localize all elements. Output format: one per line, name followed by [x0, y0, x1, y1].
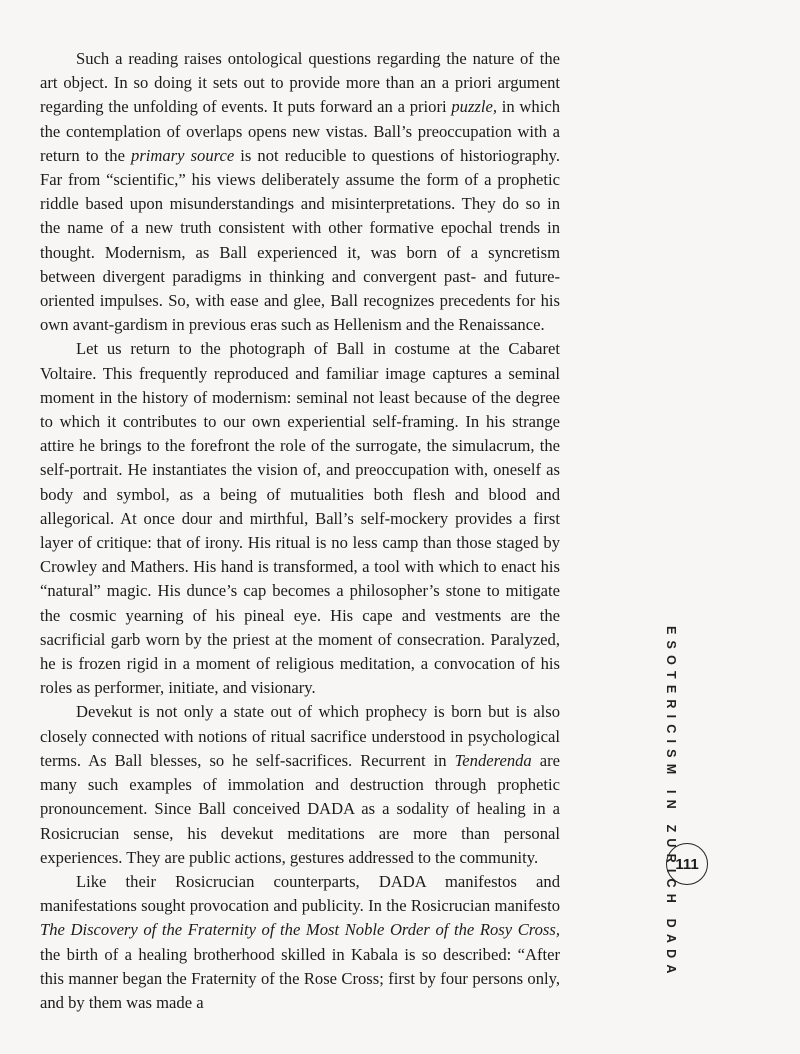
paragraph-1: [40, 47, 560, 337]
italic-run: Tenderenda: [454, 750, 532, 770]
italic-run: primary source: [131, 145, 235, 165]
text-run: Like their Rosicrucian counterparts, DADA manifestos and manifestations sought provocation and publicity. In the Rosicrucian manifesto: [40, 871, 560, 916]
italic-run: The Discovery of the Fraternity of the Most Noble Order of the Rosy Cross,: [40, 920, 560, 940]
text-run: Devekut is not only a state out of which prophecy is born but is also closely connected with notions of ritual sacrifice understood in psychological terms. As Ball blesses, so he self-sacrifices. Recurrent in: [40, 702, 560, 770]
body-text: [40, 47, 560, 1015]
paragraph-2: [40, 337, 560, 700]
text-run: Such a reading raises ontological questions regarding the nature of the art object. In so doing it sets out to provide more than an a priori argument regarding the unfolding of events. It puts forward an a priori: [40, 49, 560, 117]
page-number-text: 111: [675, 855, 699, 873]
paragraph-3: [40, 700, 560, 869]
text-run: in which the contemplation of overlaps opens new vistas. Ball’s preoccupation with a return to the: [40, 97, 560, 165]
text-run: Let us return to the photograph of Ball in costume at the Cabaret Voltaire. This frequently reproduced and familiar image captures a seminal moment in the history of modernism: seminal not least because of the degree to which it contributes to our own experiential self-framing. In his strange attire he brings to the forefront the role of the surrogate, the simulacrum, the self-portrait. He instantiates the vision of, and preoccupation with, oneself as body and symbol, as a being of mutualities both flesh and blood and allegorical. At once dour and mirthful, Ball’s self-mockery provides a first layer of critique: that of irony. His ritual is no less camp than those staged by Crowley and Mathers. His hand is transformed, a tool with which to enact his “natural” magic. His dunce’s cap becomes a philosopher’s stone to mitigate the cosmic yearning of his pineal eye. His cape and vestments are the sacrificial garb worn by the priest at the moment of consecration. Paralyzed, he is frozen rigid in a moment of religious meditation, a convocation of his roles as performer, initiate, and visionary.: [40, 339, 560, 698]
text-run: are many such examples of immolation and destruction through prophetic pronouncement. Since Ball conceived DADA as a sodality of healing in a Rosicrucian sense, his devekut meditations are more than personal experiences. They are public actions, gestures addressed to the community.: [40, 750, 560, 867]
running-head: ESOTERICISM IN ZURICH DADA: [664, 626, 678, 980]
text-run: is not reducible to questions of historiography. Far from “scientific,” his views deliberately assume the form of a prophetic riddle based upon misunderstandings and misinterpretations. They do so in the name of a new truth consistent with other formative epochal trends in thought. Modernism, as Ball experienced it, was born of a syncretism between divergent paradigms in thinking and convergent past- and future-oriented impulses. So, with ease and glee, Ball recognizes precedents for his own avant-gardism in previous eras such as Hellenism and the Renaissance.: [40, 145, 560, 335]
text-run: the birth of a healing brotherhood skilled in Kabala is so described: “After this manner began the Fraternity of the Rose Cross; first by four persons only, and by them was made a: [40, 944, 560, 1012]
paragraph-4: [40, 870, 560, 1015]
page-number: [666, 843, 708, 885]
italic-run: puzzle,: [451, 97, 497, 117]
